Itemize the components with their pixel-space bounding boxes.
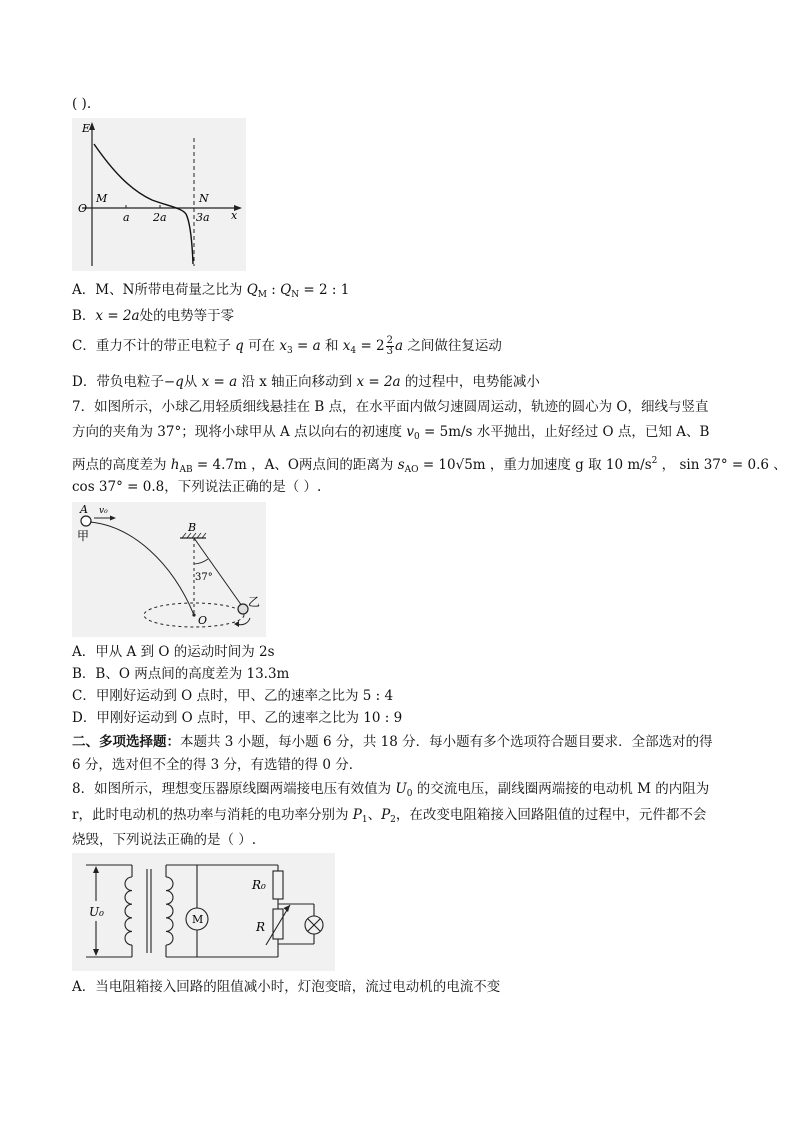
q7-stem-line-4: cos 37° = 0.8，下列说法正确的是（ ）.: [72, 479, 322, 495]
math-fraction: [386, 336, 394, 357]
q7-stem-line-3: [72, 451, 787, 480]
math-sub: AB: [179, 465, 193, 475]
option-text: 之间做往复运动: [403, 338, 502, 354]
math-sub: 3: [287, 346, 293, 356]
section-title: 二、多项选择题：: [72, 734, 180, 750]
q6-figure: [72, 118, 246, 271]
q7-figure: [72, 502, 266, 637]
q8-stem-line-2: [72, 805, 732, 830]
q8-option-a: A．当电阻箱接入回路的阻值减小时，灯泡变暗，流过电动机的电流不变: [72, 979, 501, 995]
q6-option-c: [72, 336, 732, 361]
center-point: [192, 613, 195, 616]
label-r0: R₀: [252, 878, 266, 892]
q7-stem-line-1: 7．如图所示，小球乙用轻质细线悬挂在 B 点，在水平面内做匀速圆周运动，轨迹的圆心为 O，细线与竖直: [72, 399, 709, 415]
label-a: A: [80, 503, 88, 516]
q7-stem-line-2: [72, 422, 732, 447]
option-text: 带负电粒子: [96, 374, 164, 390]
e-x-graph: [72, 118, 246, 271]
r0-resistor: [273, 871, 283, 899]
label-origin: O: [78, 202, 88, 215]
math-expr: = 2: [356, 338, 385, 354]
label-tick-3a: 3a: [196, 211, 210, 224]
math-s: s: [397, 457, 405, 473]
math-value: = 2 : 1: [299, 282, 350, 298]
label-u0: U₀: [89, 905, 104, 919]
option-text: 沿 x 轴正向移动到: [237, 374, 357, 390]
option-text: M、N所带电荷量之比为: [95, 282, 247, 298]
stem-text: = 4.7m ，A、O两点间的距离为: [192, 457, 398, 473]
stem-text: 方向的夹角为 37°；现将小球甲从 A 点以向右的初速度: [72, 424, 407, 440]
q6-option-a: [72, 280, 732, 305]
math-expr: x = 2a: [356, 374, 401, 390]
label-x: x: [231, 209, 238, 222]
section2-heading: [72, 732, 732, 752]
math-q: Q: [280, 282, 292, 298]
q6-option-b: [72, 306, 732, 326]
angle-arc: [194, 559, 208, 564]
q7-option-a: A．甲从 A 到 O 的运动时间为 2s: [72, 644, 275, 660]
stem-text: 8．如图所示，理想变压器原线圈两端接电压有效值为: [72, 781, 396, 797]
field-curve: [94, 144, 193, 264]
label-r: R: [256, 920, 266, 934]
math-sub: 2: [390, 815, 396, 825]
stem-text: = 10√5m ，重力加速度 g 取 10 m/s: [418, 457, 652, 473]
math-h: h: [170, 457, 180, 473]
ball-yi: [238, 604, 248, 614]
velocity-arrow-head-icon: [110, 516, 116, 521]
math-p: P: [381, 807, 391, 823]
math-q: q: [235, 338, 244, 354]
stem-text: r，此时电动机的热功率与消耗的电功率分别为: [72, 807, 353, 823]
q6-option-d: [72, 372, 732, 392]
stem-text: 、: [367, 807, 382, 823]
option-text: 处的电势等于零: [139, 308, 235, 324]
q8-stem-line-1: [72, 779, 732, 804]
math-v: v: [406, 424, 414, 440]
stem-text: ， sin 37° = 0.6 、: [657, 457, 787, 473]
section-text: 本题共 3 小题，每小题 6 分，共 18 分．每小题有多个选项符合题目要求．全部选对的得: [180, 734, 713, 750]
u0-arrow-down-icon: [93, 949, 99, 956]
fraction-numerator: 2: [386, 335, 394, 346]
q8-figure: [72, 853, 335, 971]
option-text: 重力不计的带正电粒子: [95, 338, 236, 354]
fraction-denominator: 3: [386, 346, 394, 357]
q7-option-b: B．B、O 两点间的高度差为 13.3m: [72, 666, 290, 682]
option-prefix: C．: [72, 338, 96, 354]
projectile-pendulum-diagram: [72, 502, 266, 637]
math-u: U: [395, 781, 407, 797]
label-37: 37°: [195, 572, 213, 583]
label-n: N: [199, 192, 209, 205]
math-x: x: [279, 338, 288, 354]
option-prefix: D．: [72, 374, 97, 390]
math-expr: x = a: [201, 374, 238, 390]
option-text: 从: [183, 374, 202, 390]
q7-option-d: D．甲刚好运动到 O 点时，甲、乙的速率之比为 10 : 9: [72, 710, 403, 726]
math-expr: = a: [292, 338, 321, 354]
q8-stem-line-3: 烧毁，下列说法正确的是（ ）.: [72, 832, 257, 848]
label-tick-a: a: [123, 211, 130, 224]
label-b: B: [188, 521, 197, 534]
section2-heading-line-2: 6 分，选对但不全的得 3 分，有选错的得 0 分．: [72, 757, 363, 773]
math-q: Q: [246, 282, 258, 298]
math-expr: x = 2a: [95, 308, 140, 324]
math-sub: 4: [350, 346, 357, 356]
label-o: O: [198, 614, 208, 627]
option-prefix: B．: [72, 308, 96, 324]
label-tick-2a: 2a: [153, 211, 167, 224]
stem-text: 的交流电压，副线圈两端接的电动机 M 的内阻为: [412, 781, 710, 797]
secondary-coil: [166, 877, 173, 945]
stem-text: = 5m/s 水平抛出，止好经过 O 点，已知 A、B: [419, 424, 710, 440]
stem-text: ，在改变电阻箱接入回路阻值的过程中，元件都不会: [395, 807, 707, 823]
math-sub: AO: [404, 465, 419, 475]
label-motor: M: [192, 913, 204, 926]
label-v0: v₀: [99, 506, 108, 516]
q6-tail: ( ).: [72, 96, 92, 112]
stem-text: 两点的高度差为: [72, 457, 171, 473]
u0-arrow-up-icon: [93, 866, 99, 873]
math-x: x: [342, 338, 351, 354]
transformer-circuit-diagram: [72, 853, 335, 971]
option-text: 的过程中，电势能减小: [400, 374, 540, 390]
math-sub: 0: [413, 432, 420, 442]
math-sub: M: [257, 290, 267, 300]
math-sub: 0: [406, 789, 413, 799]
math-expr: −q: [163, 374, 184, 390]
math-sup: 2: [651, 456, 658, 466]
option-text: 和: [320, 338, 343, 354]
option-text: 可在: [243, 338, 280, 354]
ball-jia: [81, 516, 91, 526]
label-m: M: [96, 192, 108, 205]
label-e: E: [82, 122, 91, 135]
math-colon: :: [266, 282, 281, 298]
math-expr: a: [395, 338, 404, 354]
primary-coil: [125, 877, 132, 945]
q7-option-c: C．甲刚好运动到 O 点时，甲、乙的速率之比为 5 : 4: [72, 688, 394, 704]
label-yi: 乙: [248, 595, 261, 609]
label-jia: 甲: [77, 529, 90, 543]
option-prefix: A．: [72, 282, 96, 298]
trajectory-curve: [90, 521, 197, 615]
math-sub: N: [291, 290, 300, 300]
math-p: P: [352, 807, 362, 823]
math-sub: 1: [361, 815, 368, 825]
